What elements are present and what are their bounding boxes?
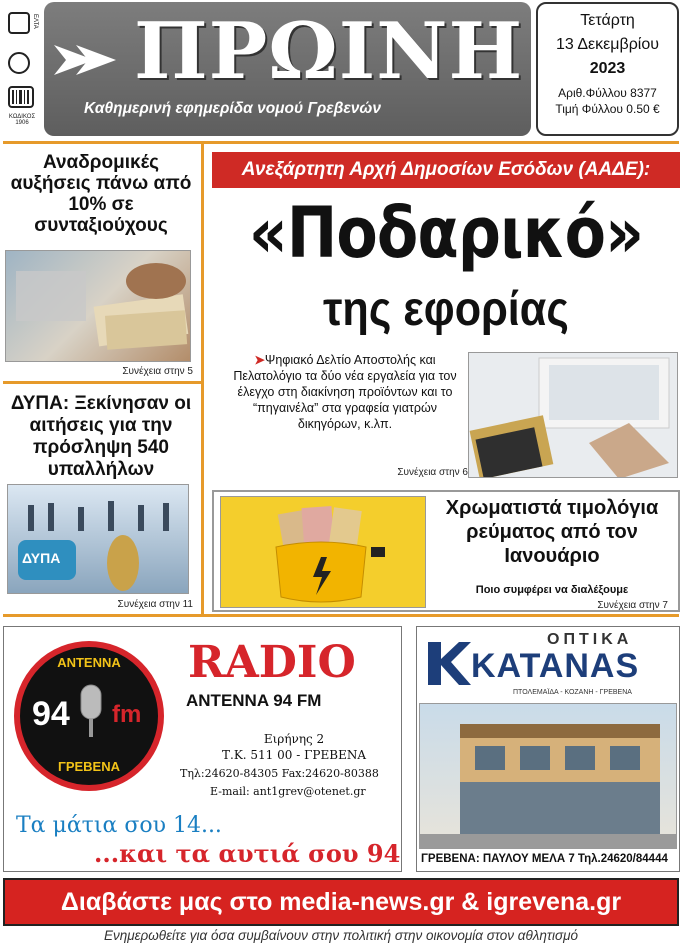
electricity-box xyxy=(212,490,680,612)
main-banner: Ανεξάρτητη Αρχή Δημοσίων Εσόδων (ΑΑΔΕ): xyxy=(212,152,680,188)
dypa-logo-text: ΔΥΠΑ xyxy=(22,550,61,566)
footer-text: Ενημερωθείτε για όσα συμβαίνουν στην πολιτική στην οικονομία στον αθλητισμό xyxy=(103,928,579,943)
issue-day: Τετάρτη xyxy=(580,12,635,29)
logo-number: 94 xyxy=(32,695,70,733)
main-headline-2[interactable]: της εφορίας xyxy=(323,283,569,336)
issue-price: Τιμή Φύλλου 0.50 € xyxy=(555,102,660,116)
arrow-icon xyxy=(54,40,124,80)
electricity-continued[interactable]: Συνέχεια στην 7 xyxy=(597,600,668,611)
divider-top xyxy=(3,141,679,144)
radio-ad[interactable] xyxy=(3,626,402,872)
main-continued[interactable]: Συνέχεια στην 6 xyxy=(397,467,468,478)
optika-brand-top: ΟΠΤΙΚΑ xyxy=(547,631,633,648)
antenna-logo xyxy=(14,641,164,791)
radio-slogan-1: Τα μάτια σου 14... xyxy=(16,813,222,838)
electricity-subtitle: Ποιο συμφέρει να διαλέξουμε xyxy=(475,584,629,596)
optika-brand: KATANAS xyxy=(471,647,640,685)
seal-logo xyxy=(8,52,30,74)
masthead xyxy=(44,2,531,136)
radio-address-2: Τ.Κ. 511 00 - ΓΡΕΒΕΝΑ xyxy=(222,748,366,762)
newspaper-subtitle: Καθημερινή εφημερίδα νομού Γρεβενών xyxy=(84,100,381,117)
issue-number: Αριθ.Φύλλου 8377 xyxy=(558,86,657,100)
k-logo-icon xyxy=(423,637,473,689)
radio-name: RADIO xyxy=(188,637,356,688)
main-lead xyxy=(222,352,468,432)
issue-date: 13 Δεκεμβρίου xyxy=(555,36,660,53)
store-photo xyxy=(419,703,677,849)
radio-email[interactable]: E-mail: ant1grev@otenet.gr xyxy=(210,785,366,798)
issue-year: 2023 xyxy=(589,60,626,77)
story1-continued[interactable]: Συνέχεια στην 5 xyxy=(122,366,193,377)
barcode-logo xyxy=(8,86,34,108)
radio-phone: Τηλ:24620-84305 Fax:24620-80388 xyxy=(180,767,379,780)
elta-logo xyxy=(8,12,30,34)
optika-address: ΓΡΕΒΕΝΑ: ΠΑΥΛΟΥ ΜΕΛΑ 7 Τηλ.24620/84444 xyxy=(421,853,668,865)
read-us-banner[interactable]: Διαβάστε μας στο media-news.gr & igrevena.gr xyxy=(3,878,679,926)
divider-vertical xyxy=(201,144,204,616)
logo-bottom-text: ΓΡΕΒΕΝΑ xyxy=(58,759,120,774)
date-box xyxy=(536,2,679,136)
pension-photo xyxy=(5,250,191,362)
newspaper-title: ΠΡΩΙΝΗ xyxy=(134,6,524,97)
main-headline[interactable]: «Ποδαρικό» xyxy=(248,192,644,274)
electricity-title[interactable]: Χρωματιστά τιμολόγια ρεύματος από τον Ιανουάριο xyxy=(445,497,659,567)
optika-locations: ΠΤΟΛΕΜΑΪΔΑ - ΚΟΖΑΝΗ - ΓΡΕΒΕΝΑ xyxy=(513,689,632,696)
divider-left-mid xyxy=(3,381,201,384)
code-number: 1906 xyxy=(15,120,29,126)
main-lead-text: Ψηφιακό Δελτίο Αποστολής και Πελατολόγιο τα δύο νέα εργαλεία για τον έλεγχο στη διακίνηση προϊόντων και το “πηγαινέλα” στα γραφεία γιατρών δικηγόρων, κ.λπ. xyxy=(233,353,457,431)
radio-station: ANTENNA 94 FM xyxy=(186,691,322,710)
left-logo-strip xyxy=(2,2,42,137)
code-label: ΚΩΔΙΚΟΣ xyxy=(8,114,36,120)
story1-title[interactable]: Αναδρομικές αυξήσεις πάνω από 10% σε συνταξιούχους xyxy=(10,152,192,236)
tax-photo xyxy=(468,352,678,478)
electricity-photo xyxy=(220,496,426,608)
radio-slogan-2: ...και τα αυτιά σου 94 xyxy=(94,839,401,868)
microphone-icon xyxy=(76,683,106,743)
logo-top-text: ΑΝΤΕΝΝΑ xyxy=(57,655,121,670)
dypa-photo xyxy=(7,484,189,594)
divider-bottom xyxy=(3,614,679,617)
story2-title[interactable]: ΔΥΠΑ: Ξεκίνησαν οι αιτήσεις για την πρόσληψη 540 υπαλλήλων xyxy=(10,393,192,480)
radio-address-1: Ειρήνης 2 xyxy=(263,732,325,746)
story2-continued[interactable]: Συνέχεια στην 11 xyxy=(117,599,193,610)
optika-ad[interactable] xyxy=(416,626,680,872)
logo-fm: fm xyxy=(112,701,142,728)
elta-label: ΕΛΤΑ xyxy=(32,14,38,29)
arrow-bullet-icon: ➤ xyxy=(254,353,265,367)
